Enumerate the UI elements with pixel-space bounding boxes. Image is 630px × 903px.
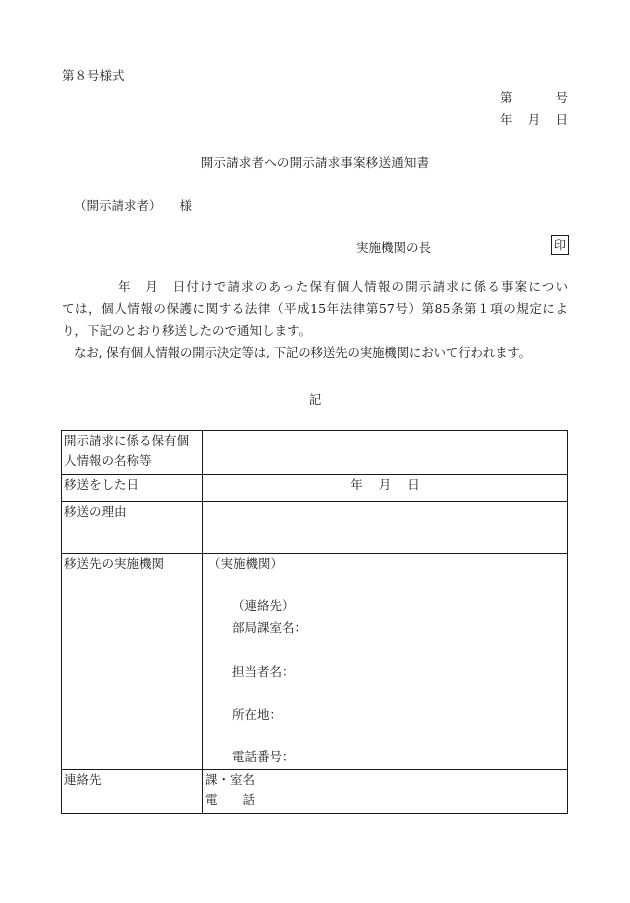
destination-value [203, 554, 568, 770]
table-row [62, 554, 568, 770]
ki-heading: 記 [308, 392, 322, 407]
body-paragraph-2: なお, 保有個人情報の開示決定等は, 下記の移送先の実施機関において行われます。 [74, 345, 531, 360]
document-title: 開示請求者への開示請求事案移送通知書 [200, 155, 430, 170]
body-line-1: 年 月 日付けで請求のあった保有個人情報の開示請求に係る事案につい [118, 279, 568, 294]
info-name-label [62, 431, 203, 475]
destination-person: 担当者名： [232, 664, 295, 679]
transfer-date-day: 日 [407, 477, 420, 492]
info-name-label-line-1: 開示請求に係る保有個 [64, 433, 190, 448]
contact-label: 連絡先 [62, 770, 203, 814]
transfer-date-year: 年 [350, 477, 363, 492]
transfer-reason-label: 移送の理由 [62, 502, 203, 554]
document-date-year: 年 [500, 112, 513, 127]
document-date-month: 月 [527, 112, 541, 127]
transfer-date-month: 月 [378, 477, 392, 492]
contact-value [203, 770, 568, 814]
sender-title: 実施機関の長 [356, 240, 432, 255]
transfer-date-value [203, 475, 568, 502]
table-row [62, 502, 568, 554]
transfer-reason-value [203, 502, 568, 554]
addressee-label: （開示請求者） [74, 198, 162, 213]
destination-phone: 電話番号： [232, 749, 295, 764]
detail-table [61, 430, 568, 814]
seal-mark: 印 [551, 235, 569, 255]
destination-label: 移送先の実施機関 [62, 554, 203, 770]
destination-contact-heading: （連絡先） [232, 598, 295, 613]
form-number: 第８号様式 [62, 68, 125, 83]
transfer-date-label: 移送をした日 [62, 475, 203, 502]
info-name-label-line-2: 人情報の名称等 [64, 453, 152, 468]
table-row [62, 770, 568, 814]
destination-agency: （実施機関） [208, 556, 284, 571]
body-paragraph-1 [62, 276, 568, 342]
body-line-3: り，下記のとおり移送したので通知します。 [62, 323, 312, 338]
contact-phone: 電 話 [205, 792, 256, 807]
document-number-suffix: 号 [555, 90, 568, 105]
table-row [62, 431, 568, 475]
document-date [500, 110, 568, 128]
destination-address: 所在地： [232, 707, 283, 722]
addressee-honorific: 様 [179, 198, 193, 213]
contact-section: 課・室名 [205, 772, 256, 787]
document-date-day: 日 [555, 112, 568, 127]
body-line-2: ては，個人情報の保護に関する法律（平成15年法律第57号）第85条第１項の規定によ [62, 301, 568, 316]
document-number-prefix: 第 [500, 90, 513, 105]
destination-details [203, 554, 567, 769]
addressee [74, 196, 192, 214]
info-name-value [203, 431, 568, 475]
table-row [62, 475, 568, 502]
destination-department: 部局課室名： [232, 620, 308, 635]
